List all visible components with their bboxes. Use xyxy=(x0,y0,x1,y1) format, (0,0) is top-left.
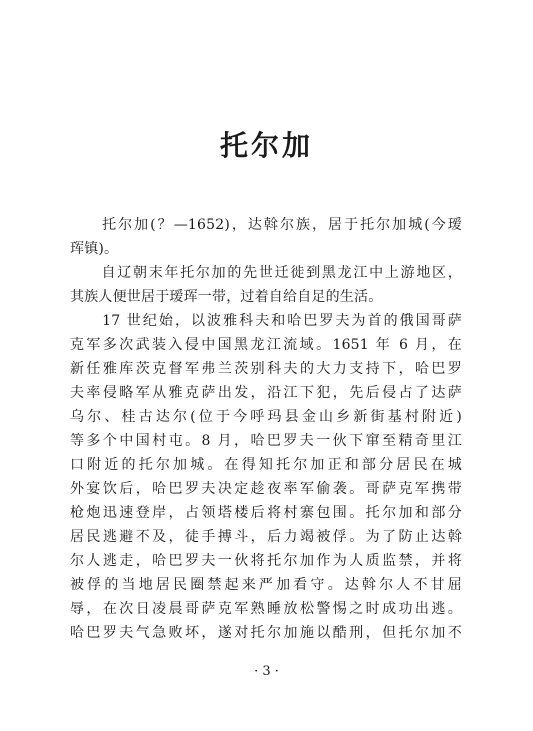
chapter-title: 托尔加 xyxy=(219,129,313,162)
text-line: 自辽朝末年托尔加的先世迁徙到黑龙江中上游地区， xyxy=(70,265,462,281)
text-line: 外宴饮后，哈巴罗夫决定趁夜率军偷袭。哥萨克军携带 xyxy=(70,481,462,497)
text-line: 被俘的当地居民圈禁起来严加看守。达斡尔人不甘屈 xyxy=(70,577,462,593)
page-number: · 3 · xyxy=(254,664,279,679)
body-text xyxy=(70,213,462,645)
text-line: 乌尔、桂古达尔(位于今呼玛县金山乡新街基村附近) xyxy=(70,409,462,425)
text-line: 珲镇)。 xyxy=(70,241,119,257)
text-line: 17 世纪始，以波雅科夫和哈巴罗夫为首的俄国哥萨 xyxy=(70,313,462,329)
text-line: 克军多次武装入侵中国黑龙江流域。1651 年 6 月，在 xyxy=(70,337,462,353)
text-line: 口附近的托尔加城。在得知托尔加正和部分居民在城 xyxy=(70,457,462,473)
text-line: 等多个中国村屯。8 月，哈巴罗夫一伙下窜至精奇里江 xyxy=(70,433,462,449)
text-line: 托尔加(？—1652)，达斡尔族，居于托尔加城(今瑷 xyxy=(70,217,462,233)
text-line: 尔人逃走，哈巴罗夫一伙将托尔加作为人质监禁，并将 xyxy=(70,553,462,569)
text-line: 居民逃避不及，徒手搏斗，后力竭被俘。为了防止达斡 xyxy=(70,529,462,545)
text-line: 其族人便世居于瑷珲一带，过着自给自足的生活。 xyxy=(70,289,383,305)
text-line: 新任雅库茨克督军弗兰茨别科夫的大力支持下，哈巴罗 xyxy=(70,361,462,377)
text-line: 哈巴罗夫气急败坏，遂对托尔加施以酷刑，但托尔加不 xyxy=(70,625,462,641)
text-line: 夫率侵略军从雅克萨出发，沿江下犯，先后侵占了达萨 xyxy=(70,385,462,401)
text-line: 枪炮迅速登岸，占领塔楼后将村寨包围。托尔加和部分 xyxy=(70,505,462,521)
text-line: 辱，在次日凌晨哥萨克军熟睡放松警惕之时成功出逃。 xyxy=(70,601,462,617)
